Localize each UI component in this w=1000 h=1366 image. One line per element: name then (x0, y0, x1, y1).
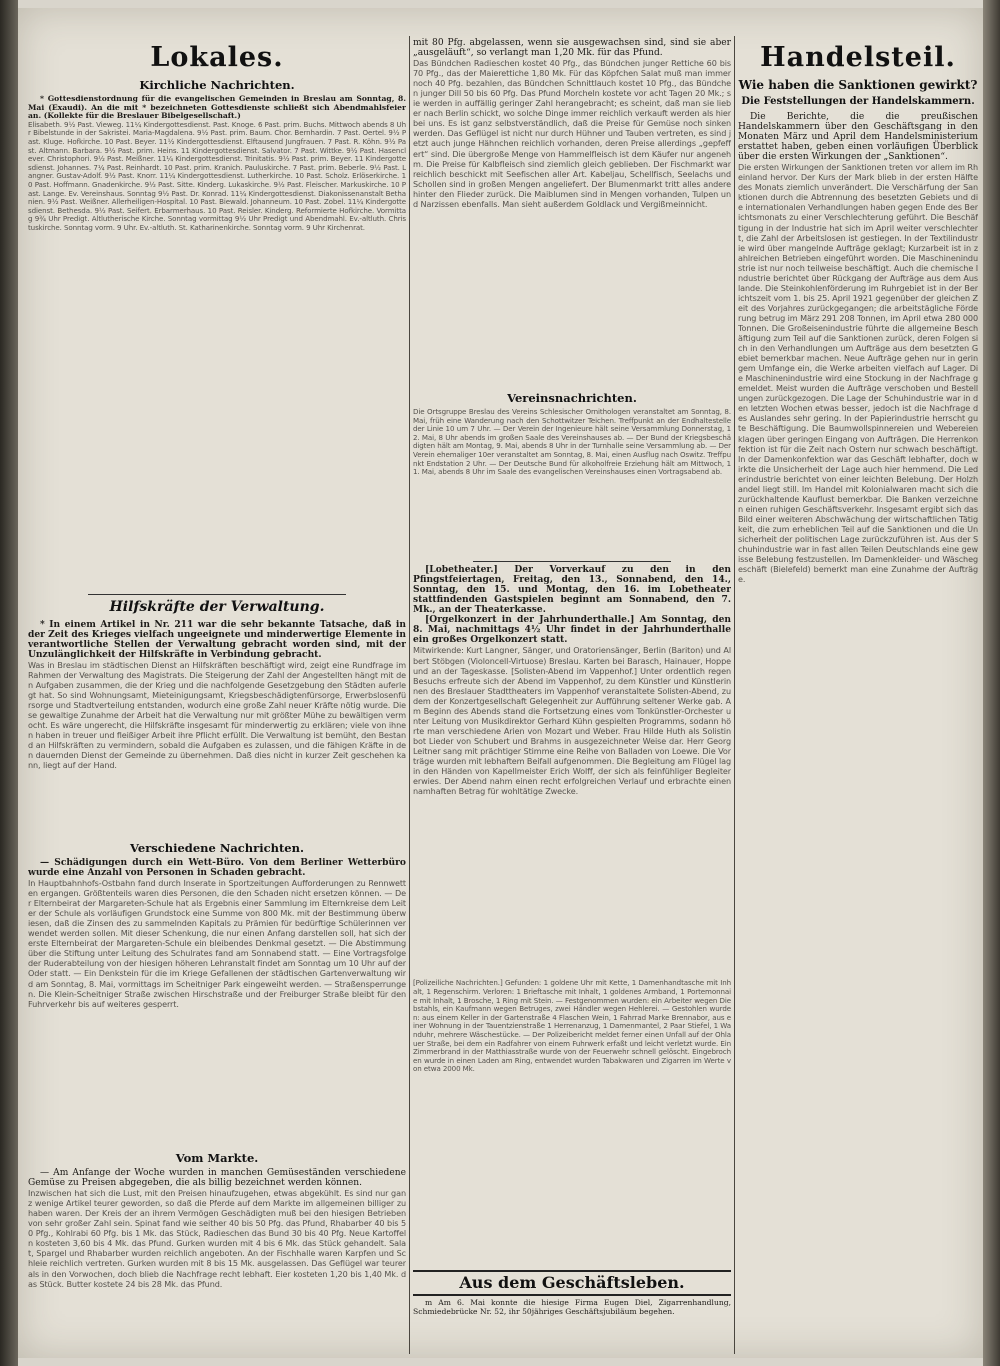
geschaeft-heading: Aus dem Geschäftsleben. (413, 1270, 731, 1296)
market-continued-body: Das Bündchen Radieschen kostet 40 Pfg., das Bündchen junger Rettiche 60 bis 70 Pfg., das der Maierettiche 1,80 Mk. Für das Köpfchen Salat muß man immer noch 40 Pfg. bezahlen, das Bündchen Schnittlauch kostet 10 Pfg., das Bündchen junger Dill 50 bis 60 Pfg. Das Pfund Morcheln kostete vor acht Tagen 20 Mk.; sie werden in auffällig geringer Zahl herangebracht; es scheint, daß man sie lieber nach Berlin schickt, wo solche Dinge immer reichlich verkauft werden als hier bei uns. Es ist ganz selbstverständlich, daß die Preise für Gemüse noch sinken werden. Das Geflügel ist nicht nur durch Hühner und Tauben vertreten, es sind jetzt auch junge Hähnchen reichlich vorhanden, deren Preise allerdings „gepfeffert“ sind. Die übergroße Menge von Hammelfleisch ist dem Käufer nur angenehm. Die Preise für Kalbfleisch sind ziemlich gleich geblieben. Der Fischmarkt war reichlich beschickt mit Seefischen aller Art. Kabeljau, Schellfisch, Seelachs und Schollen sind in großen Mengen angeliefert. Der Blumenmarkt tritt alles andere hinter den Flieder zurück. Die Maiblumen sind in Mengen vorhanden, Tulpen und Narzissen ebenfalls. Man sieht außerdem Goldlack und Vergißmeinnicht. (413, 58, 731, 209)
column-lokales (28, 38, 406, 1353)
markt-lead: — Am Anfange der Woche wurden in manchen Gemüseständen verschiedene Gemüse zu Preisen abgegeben, die als billig bezeichnet werden können. (28, 1168, 406, 1189)
markt-body: Inzwischen hat sich die Lust, mit den Preisen hinaufzugehen, etwas abgekühlt. Es sind nur ganz wenige Artikel teurer geworden, so daß die Pferde auf dem Markte im allgemeinen billiger zu haben waren. Der Kreis der an ihrem Vermögen Geschädigten muß bei den hiesigen Betrieben von sehr großer Zahl sein. Spinat fand wie seither 40 bis 50 Pfg. das Pfund, Rhabarber 40 bis 50 Pfg., Kohlrabi 60 Pfg. bis 1 Mk. das Stück, Radieschen das Bund 30 bis 40 Pfg. Neue Kartoffeln kosteten 3,60 bis 4 Mk. das Pfund. Gurken wurden mit 4 bis 6 Mk. das Stück gehandelt. Salat, Spargel und Rhabarber wurden reichlich angeboten. An der Fischhalle waren Karpfen und Schleie reichlich vertreten. Gurken wurden mit 8 bis 15 Mk. ausgelassen. Das Geflügel war teurer als in den Vorwochen, doch blieb die Nachfrage recht lebhaft. Eier kosteten 1,20 bis 1,40 Mk. das Stück. Butter kostete 24 bis 28 Mk. das Pfund. (28, 1188, 406, 1289)
page-edge (983, 0, 1000, 1366)
divider (88, 594, 346, 595)
handelsteil-lead: Die Berichte, die die preußischen Handelskammern über den Geschäftsgang in den Monaten März und April dem Handelsministerium erstattet haben, geben einen vorläufigen Überblick über die ersten Wirkungen der „Sanktionen“. (738, 112, 978, 163)
market-continued-lead: mit 80 Pfg. abgelassen, wenn sie ausgewachsen sind, sind sie aber „ausgeläuft“, so verlangt man 1,20 Mk. für das Pfund. (413, 38, 731, 59)
verschiedenes-body: In Hauptbahnhofs-Ostbahn fand durch Inserate in Sportzeitungen Aufforderungen zu Rennwetten ergangen. Größtenteils waren dies Personen, die den Schaden nicht ersetzen können. — Der Elternbeirat der Margareten-Schule hat als Ergebnis einer Sammlung im Elternkreise dem Leiter der Schule als vorläufigen Grundstock eine Summe von 800 Mk. mit der Bestimmung überwiesen, daß die Zinsen des zu sammelnden Kapitals zu Prämien für bedürftige Schülerinnen verwendet werden sollen. Mit dieser Schenkung, die nur einen Anfang darstellen soll, hat sich der erste Elternbeirat der Margareten-Schule ein bleibendes Denkmal gesetzt. — Die Abstimmung über die Stiftung unter Leitung des Schulrates fand am Sonnabend statt. — Eine Vortragsfolge der Ruderabteilung von der hiesigen höheren Lehranstalt findet am Sonntag um 10 Uhr auf der Oder statt. — Ein Denkstein für die im Kriege Gefallenen der städtischen Gartenverwaltung wird am Sonntag, 8. Mai, vormittags im Scheitniger Park eingeweiht werden. — Straßensperrungen. Die Klein-Scheitniger Straße zwischen Hirschstraße und der Freiburger Straße bleibt für den Fuhrverkehr bis auf weiteres gesperrt. (28, 878, 406, 1009)
column-divider (409, 36, 410, 1354)
verschiedenes-lead: — Schädigungen durch ein Wett-Büro. Von dem Berliner Wetterbüro wurde eine Anzahl von Personen in Schaden gebracht. (28, 856, 406, 879)
markt-heading: Vom Markte. (175, 1151, 259, 1166)
orgelkonzert-lead: [Orgelkonzert in der Jahrhunderthalle.] Am Sonntag, den 8. Mai, nachmittags 4½ Uhr findet in der Jahrhunderthalle ein großes Orgelkonzert statt. (413, 614, 731, 646)
column-divider (734, 36, 735, 1354)
church-news-lead: * Gottesdienstordnung für die evangelischen Gemeinden in Breslau am Sonntag, 8. Mai (Exaudi). An die mit * bezeichneten Gottesdienste schließt sich Abendmahlsfeier an. (Kollekte für die Breslauer Bibelgesellschaft.) (28, 94, 406, 121)
section-title-lokales: Lokales. (150, 42, 284, 73)
church-news-body: Elisabeth. 9½ Past. Vieweg. 11¼ Kindergottesdienst. Past. Knoge. 6 Past. prim. Buchs. Mittwoch abends 8 Uhr Bibelstunde in der Sakristei. Maria-Magdalena. 9½ Past. prim. Baum. Chor. Bernhardin. 7 Past. Oertel. 9½ Past. Kluge. Hofkirche. 10 Past. Beyer. 11½ Kindergottesdienst. Elftausend Jungfrauen. 7 Past. R. Köhn. 9½ Past. Altmann. Barbara. 9½ Past. prim. Heins. 11 Kindergottesdienst. Salvator. 7 Past. Wittke. 9½ Past. Hasenclever. Christophori. 9½ Past. Meißner. 11¼ Kindergottesdienst. Trinitatis. 9½ Past. prim. Beyer. 11 Kindergottesdienst. Johannes. 7¼ Past. Reinhardt. 10 Past. prim. Kranich. Pauluskirche. 7 Past. prim. Beberle. 9½ Past. Langner. Gustav-Adolf. 9½ Past. Knorr. 11¼ Kindergottesdienst. Lutherkirche. 10 Past. Scholz. Erlöserkirche. 10 Past. Hoffmann. Gnadenkirche. 9½ Past. Sitte. Kinderg. Lukaskirche. 9½ Past. Fleischer. Markuskirche. 10 Past. Lange. Ev. Vereinshaus. Sonntag 9½ Past. Dr. Konrad. 11¼ Kindergottesdienst. Diakonissenanstalt Bethanien. 9½ Past. Weißner. Allerheiligen-Hospital. 10 Past. Biewald. Johanneum. 10 Past. Zobel. 11¼ Kindergottesdienst. Bethesda. 9½ Past. Seifert. Erbarmerhaus. 10 Past. Reisler. Kinderg. Reformierte Hofkirche. Vormittag 9¾ Uhr Predigt. Altlutherische Kirche. Sonntag vormittag 9½ Uhr Predigt und Abendmahl. Ev.-altluth. Christuskirche. Sonntag vorm. 9 Uhr. Ev.-altluth. St. Katharinenkirche. Sonntag vorm. 9 Uhr Kirchenrat. (28, 120, 406, 232)
verwaltung-lead: * In einem Artikel in Nr. 211 war die sehr bekannte Tatsache, daß in der Zeit des Krieges vielfach ungeeignete und minderwertige Elemente in verantwortliche Stellen der Verwaltung gebracht worden sind, mit der Unzulänglichkeit der Hilfskräfte in Verbindung gebracht. (28, 618, 406, 660)
concert-body: Mitwirkende: Kurt Langner, Sänger, und Oratoriensänger, Berlin (Bariton) und Albert Stöbgen (Violoncell-Virtuose) Breslau. Karten bei Barasch, Hainauer, Hoppe und an der Tageskasse. [Solisten-Abend im Vappenhof.] Unter ordentlich regen Besuchs erfreute sich der Abend im Vappenhof, zu dem Künstler und Künstlerinnen des Breslauer Stadttheaters im Vappenhof veranstaltete Solisten-Abend, zu dem der Konzertgesellschaft Gelegenheit zur Aufführung seltener Werke gab. Am Beginn des Abends stand die Fortsetzung eines vom Tonkünstler-Orchester unter Leitung von Musikdirektor Gerhard Kühn gespielten Programms, sodann hörte man verschiedene Arien von Mozart und Weber. Frau Hilde Huth als Solistin bot Lieder von Schubert und Brahms in ausgezeichneter Weise dar. Herr Georg Leitner sang mit prächtiger Stimme eine Reihe von Balladen von Loewe. Die Vorträge wurden mit lebhaftem Beifall aufgenommen. Die Begleitung am Flügel lag in den Händen von Kapellmeister Erich Wolff, der sich als feinfühliger Begleiter erwies. Der Abend nahm einen recht erfolgreichen Verlauf und erbrachte einen namhaften Betrag für wohltätige Zwecke. (413, 645, 731, 797)
column-handelsteil (738, 38, 978, 1353)
verschiedenes-heading: Verschiedene Nachrichten. (130, 840, 304, 855)
sanktionen-heading: Wie haben die Sanktionen gewirkt? (738, 78, 978, 92)
divider (473, 561, 671, 562)
verwaltung-body: Was in Breslau im städtischen Dienst an Hilfskräften beschäftigt wird, zeigt eine Rundfrage im Rahmen der Verwaltung des Magistrats. Die Steigerung der Zahl der Angestellten hängt mit den Aufgaben zusammen, die der Krieg und die nachfolgende Gesetzgebung den Städten auferlegt hat. So sind Wohnungsamt, Mieteinigungsamt, Kriegsbeschädigtenfürsorge, Erwerbslosenfürsorge und Stadtverteilung entstanden, wodurch eine große Zahl neuer Kräfte nötig wurde. Diese gewaltige Zunahme der Arbeit hat die Verwaltung nur mit größter Mühe zu bewältigen vermocht. Es wäre ungerecht, die Hilfskräfte insgesamt für minderwertig zu erklären; viele von ihnen haben in treuer und fleißiger Arbeit ihre Pflicht erfüllt. Die Verwaltung ist bemüht, den Bestand an Hilfskräften zu vermindern, sobald die Aufgaben es zulassen, und die fähigen Kräfte in den dauernden Dienst der Gemeinde zu übernehmen. Daß dies nicht in kurzer Zeit geschehen kann, liegt auf der Hand. (28, 659, 406, 771)
handelskammern-subheading: Die Feststellungen der Handelskammern. (741, 96, 975, 107)
lobetheater-lead: [Lobetheater.] Der Vorverkauf zu den in den Pfingstfeiertagen, Freitag, den 13., Sonnabend, den 14., Sonntag, den 15. und Montag, den 16. im Lobetheater stattfindenden Gastspielen beginnt am Sonnabend, den 7. Mk., an der Theaterkasse. (413, 564, 731, 616)
section-title-handelsteil: Handelsteil. (760, 42, 956, 73)
verwaltung-heading: Hilfskräfte der Verwaltung. (109, 598, 325, 615)
verein-heading: Vereinsnachrichten. (507, 391, 637, 406)
newspaper-page (18, 8, 983, 1358)
geschaeft-lead: m Am 6. Mai konnte die hiesige Firma Eugen Diel, Zigarrenhandlung, Schmiedebrücke Nr. 52, ihr 50jähriges Geschäftsjubiläum begehen. (413, 1298, 731, 1317)
handelsteil-body: Die ersten Wirkungen der Sanktionen treten vor allem im Rheinland hervor. Der Kurs der Mark blieb in der ersten Hälfte des Monats ziemlich unverändert. Die Verschärfung der Sanktionen durch die Abtrennung des besetzten Gebiets und die internationalen Verhandlungen haben gegen Ende des Berichtsmonats zu einer Verschlechterung geführt. Die Beschäftigung in der Industrie hat sich im April weiter verschlechtert, die Zahl der Arbeitslosen ist gestiegen. In der Textilindustrie wird über mangelnde Aufträge geklagt; Kurzarbeit ist in zahlreichen Betrieben eingeführt worden. Die Maschinenindustrie ist nur noch teilweise beschäftigt. Auch die chemische Industrie berichtet über Rückgang der Aufträge aus dem Auslande. Die Steinkohlenförderung im Ruhrgebiet ist in der Berichtszeit vom 1. bis 25. April 1921 gegenüber der gleichen Zeit des Vorjahres zurückgegangen; die arbeitstägliche Förderung betrug im März 291 208 Tonnen, im April etwa 280 000 Tonnen. Die Großeisenindustrie führte die allgemeine Beschäftigung zum Teil auf die Sanktionen zurück, deren Folgen sich in den Verhandlungen um Aufträge aus dem besetzten Gebiet bemerkbar machen. Neue Aufträge gehen nur in geringem Umfange ein, die Werke arbeiten vielfach auf Lager. Die Maschinenindustrie wird eine Stockung in der Nachfrage gemeldet. Meist wurden die Aufträge verschoben und Bestellungen zurückgezogen. Die Lage der Schuhindustrie war in den letzten Wochen etwas besser, jedoch ist die Nachfrage des Auslandes sehr gering. In der Papierindustrie herrscht gute Beschäftigung. Die Baumwollspinnereien und Webereien klagen über geringen Eingang von Aufträgen. Die Herrenkonfektion ist für die Zeit nach Ostern nur schwach beschäftigt. In der Damenkonfektion war das Geschäft lebhafter, doch wirkte die Unsicherheit der Lage auch hier hemmend. Die Lederindustrie berichtet von einer leichten Belebung. Der Holzhandel liegt still. Im Handel mit Kolonialwaren macht sich die zurückhaltende Kauflust bemerkbar. Die Banken verzeichnen einen ruhigen Geschäftsverkehr. Insgesamt ergibt sich das Bild einer weiteren Abschwächung der wirtschaftlichen Tätigkeit, die zum erheblichen Teil auf die Sanktionen und die Unsicherheit der politischen Lage zurückzuführen ist. Aus der Schuhindustrie war in fast allen Teilen Deutschlands eine gewisse Belebung festzustellen. Im Damenkleider- und Wäschegeschäft (Bielefeld) bemerkt man eine Zunahme der Aufträge. (738, 162, 978, 585)
classified-notices: [Polizeiliche Nachrichten.] Gefunden: 1 goldene Uhr mit Kette, 1 Damenhandtasche mit Inhalt, 1 Regenschirm. Verloren: 1 Brieftasche mit Inhalt, 1 goldenes Armband, 1 Portemonnaie mit Inhalt, 1 Brosche, 1 Ring mit Stein. — Festgenommen wurden: ein Arbeiter wegen Diebstahls, ein Kaufmann wegen Betruges, zwei Händler wegen Hehlerei. — Gestohlen wurden: aus einem Keller in der Gartenstraße 4 Flaschen Wein, 1 Fahrrad Marke Brennabor, aus einer Wohnung in der Tauentzienstraße 1 Herrenanzug, 1 Damenmantel, 2 Paar Stiefel, 1 Wanduhr, mehrere Wäschestücke. — Der Polizeibericht meldet ferner einen Unfall auf der Ohlauer Straße, bei dem ein Radfahrer von einem Fuhrwerk erfaßt und leicht verletzt wurde. Ein Zimmerbrand in der Matthiasstraße wurde von der Feuerwehr schnell gelöscht. Eingebrochen wurde in einen Laden am Ring, entwendet wurden Tabakwaren und Zigarren im Werte von etwa 2000 Mk. (413, 979, 731, 1074)
verein-body: Die Ortsgruppe Breslau des Vereins Schlesischer Ornithologen veranstaltet am Sonntag, 8. Mai, früh eine Wanderung nach den Schottwitzer Teichen. Treffpunkt an der Endhaltestelle der Linie 10 um 7 Uhr. — Der Verein der Ingenieure hält seine Versammlung Donnerstag, 12. Mai, 8 Uhr abends im großen Saale des Vereinshauses ab. — Der Bund der Kriegsbeschädigten hält am Montag, 9. Mai, abends 8 Uhr in der Turnhalle seine Versammlung ab. — Der Verein ehemaliger 10er veranstaltet am Sonntag, 8. Mai, einen Ausflug nach Oswitz. Treffpunkt Endstation 2 Uhr. — Der Deutsche Bund für alkoholfreie Erziehung hält am Mittwoch, 11. Mai, abends 8 Uhr im Saale des evangelischen Vereinshauses einen Vortragsabend ab. (413, 408, 731, 477)
church-news-heading: Kirchliche Nachrichten. (139, 78, 295, 92)
column-middle (413, 38, 731, 1353)
binding-spine (0, 0, 18, 1366)
